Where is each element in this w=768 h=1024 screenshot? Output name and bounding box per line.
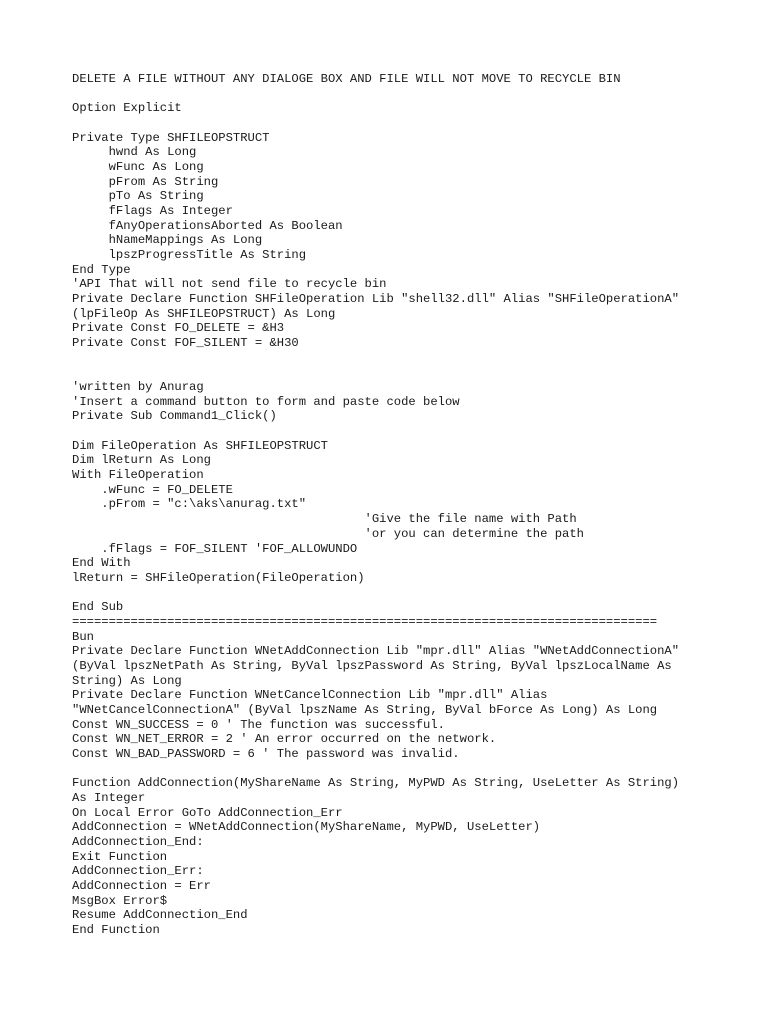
code-line: Private Declare Function WNetAddConnection Lib "mpr.dll" Alias "WNetAddConnectionA" xyxy=(72,644,680,659)
code-line: Private Sub Command1_Click() xyxy=(72,409,277,424)
code-line: Const WN_BAD_PASSWORD = 6 ' The password was invalid. xyxy=(72,746,460,761)
code-line: lReturn = SHFileOperation(FileOperation) xyxy=(72,570,365,585)
code-line: .wFunc = FO_DELETE xyxy=(72,482,233,497)
code-line: 'Insert a command button to form and paste code below xyxy=(72,394,460,409)
code-line: Exit Function xyxy=(72,849,168,864)
code-line xyxy=(72,116,712,131)
code-line: 'or you can determine the path xyxy=(72,526,584,541)
code-line: AddConnection = WNetAddConnection(MyShareName, MyPWD, UseLetter) xyxy=(72,820,541,835)
code-line: 'written by Anurag xyxy=(72,380,204,395)
code-line: Private Const FOF_SILENT = &H30 xyxy=(72,336,299,351)
code-line: hNameMappings As Long xyxy=(72,233,263,248)
code-line: Const WN_NET_ERROR = 2 ' An error occurred on the network. xyxy=(72,732,497,747)
code-line: End With xyxy=(72,556,131,571)
code-listing xyxy=(72,72,712,938)
code-line: With FileOperation xyxy=(72,468,204,483)
code-line: wFunc As Long xyxy=(72,160,204,175)
code-line: Private Declare Function WNetCancelConnection Lib "mpr.dll" Alias xyxy=(72,688,548,703)
code-line: Dim lReturn As Long xyxy=(72,453,211,468)
code-line: hwnd As Long xyxy=(72,145,197,160)
code-line: Private Type SHFILEOPSTRUCT xyxy=(72,130,270,145)
code-line: 'API That will not send file to recycle bin xyxy=(72,277,387,292)
document-title: DELETE A FILE WITHOUT ANY DIALOGE BOX AND FILE WILL NOT MOVE TO RECYCLE BIN xyxy=(72,72,621,86)
code-line: pFrom As String xyxy=(72,174,219,189)
code-line: .fFlags = FOF_SILENT 'FOF_ALLOWUNDO xyxy=(72,541,358,556)
code-line: fFlags As Integer xyxy=(72,204,233,219)
code-line: (lpFileOp As SHFILEOPSTRUCT) As Long xyxy=(72,306,336,321)
code-line: MsgBox Error$ xyxy=(72,893,168,908)
code-line: 'Give the file name with Path xyxy=(72,512,577,527)
code-line: Dim FileOperation As SHFILEOPSTRUCT xyxy=(72,438,328,453)
code-line: Option Explicit xyxy=(72,101,182,116)
code-line: "WNetCancelConnectionA" (ByVal lpszName As String, ByVal bForce As Long) As Long xyxy=(72,702,658,717)
code-line: Private Declare Function SHFileOperation Lib "shell32.dll" Alias "SHFileOperationA" xyxy=(72,292,680,307)
code-line: As Integer xyxy=(72,790,146,805)
code-line: End Sub xyxy=(72,600,124,615)
code-line: Function AddConnection(MyShareName As String, MyPWD As String, UseLetter As String) xyxy=(72,776,680,791)
code-line: .pFrom = "c:\aks\anurag.txt" xyxy=(72,497,307,512)
code-line xyxy=(72,365,712,380)
code-line: fAnyOperationsAborted As Boolean xyxy=(72,218,343,233)
code-line xyxy=(72,586,712,601)
code-line: On Local Error GoTo AddConnection_Err xyxy=(72,805,343,820)
code-line xyxy=(72,87,712,102)
code-line: Resume AddConnection_End xyxy=(72,908,248,923)
code-line: Bun xyxy=(72,629,94,644)
code-line: String) As Long xyxy=(72,673,182,688)
code-line: End Type xyxy=(72,262,131,277)
code-line xyxy=(72,424,712,439)
code-line: AddConnection = Err xyxy=(72,878,211,893)
code-line xyxy=(72,351,712,366)
code-line: lpszProgressTitle As String xyxy=(72,248,307,263)
code-line: AddConnection_End: xyxy=(72,834,204,849)
code-line: Private Const FO_DELETE = &H3 xyxy=(72,321,285,336)
code-line: ================================================================================ xyxy=(72,614,658,629)
code-line xyxy=(72,762,712,777)
code-line: Const WN_SUCCESS = 0 ' The function was successful. xyxy=(72,717,445,732)
code-line: End Function xyxy=(72,922,160,937)
code-line: (ByVal lpszNetPath As String, ByVal lpszPassword As String, ByVal lpszLocalName As xyxy=(72,658,672,673)
code-line: AddConnection_Err: xyxy=(72,864,204,879)
code-line: pTo As String xyxy=(72,189,204,204)
